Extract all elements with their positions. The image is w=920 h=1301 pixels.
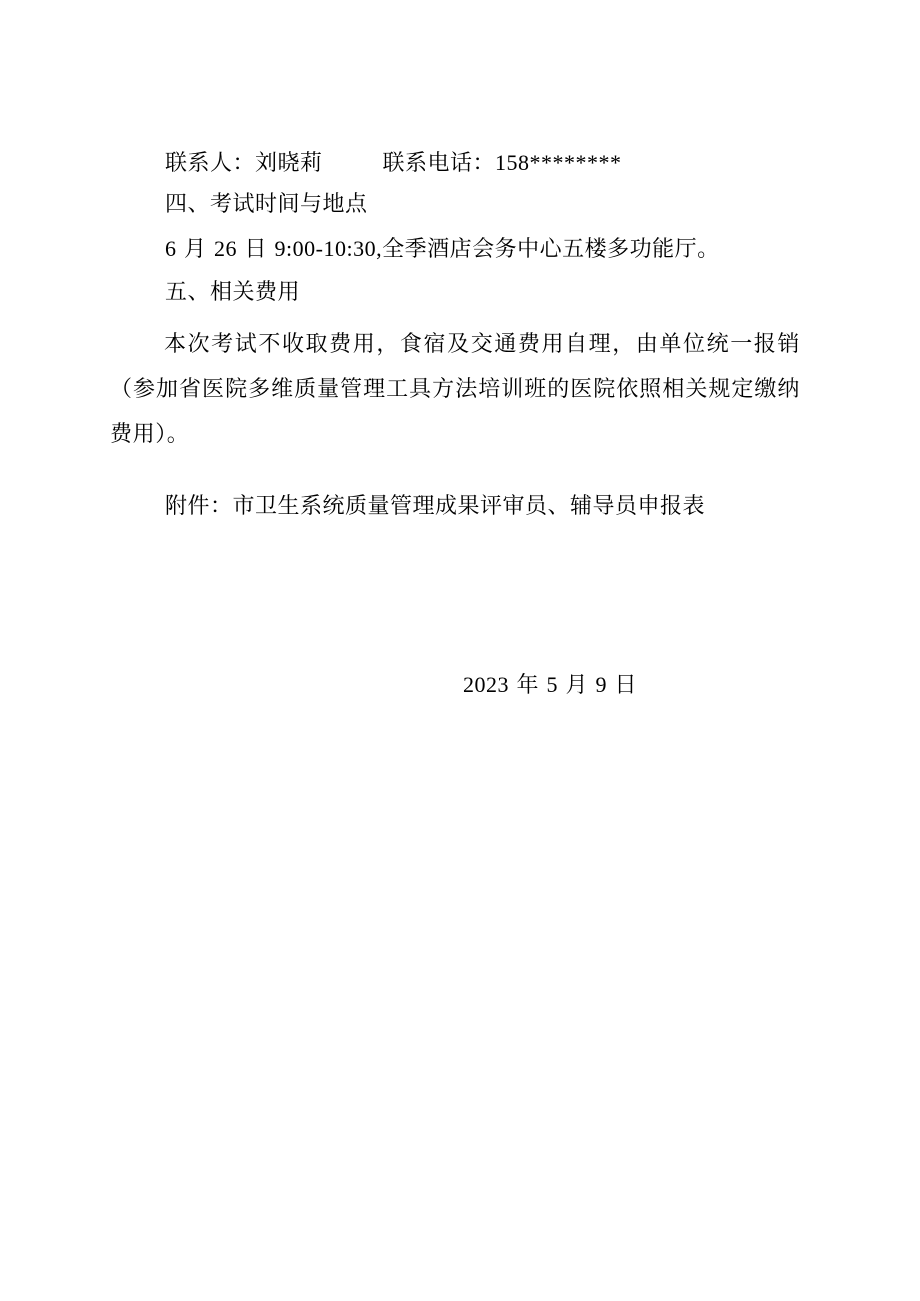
date-month: 5 — [546, 672, 559, 697]
section-5-heading: 五、相关费用 — [165, 280, 301, 305]
exam-time-location — [165, 234, 720, 265]
contact-phone-label: 联系电话： — [382, 151, 496, 176]
exam-day-value: 26 — [214, 236, 238, 261]
date-month-char: 月 — [565, 673, 589, 698]
section-4-heading: 四、考试时间与地点 — [165, 192, 368, 217]
contact-person-name: 刘晓莉 — [255, 151, 323, 176]
exam-day-char: 日 — [244, 237, 268, 262]
fees-paragraph: 本次考试不收取费用，食宿及交通费用自理，由单位统一报销（参加省医院多维质量管理工具方法培训班的医院依照相关规定缴纳费用）。 — [110, 332, 800, 447]
exam-venue: 全季酒店会务中心五楼多功能厅。 — [382, 237, 720, 262]
date-day-char: 日 — [614, 673, 638, 698]
contact-line — [165, 148, 622, 179]
exam-month-value: 6 — [165, 236, 177, 261]
exam-month-char: 月 — [184, 237, 207, 262]
exam-time-range: 9:00-10:30, — [274, 236, 383, 261]
date-year-char: 年 — [516, 673, 540, 698]
date-day: 9 — [595, 672, 608, 697]
contact-person-label: 联系人： — [165, 151, 256, 176]
date-year: 2023 — [463, 672, 509, 697]
signature-date — [463, 670, 637, 701]
attachment-line: 附件：市卫生系统质量管理成果评审员、辅导员申报表 — [165, 494, 706, 519]
contact-phone-value: 158******** — [495, 150, 622, 175]
